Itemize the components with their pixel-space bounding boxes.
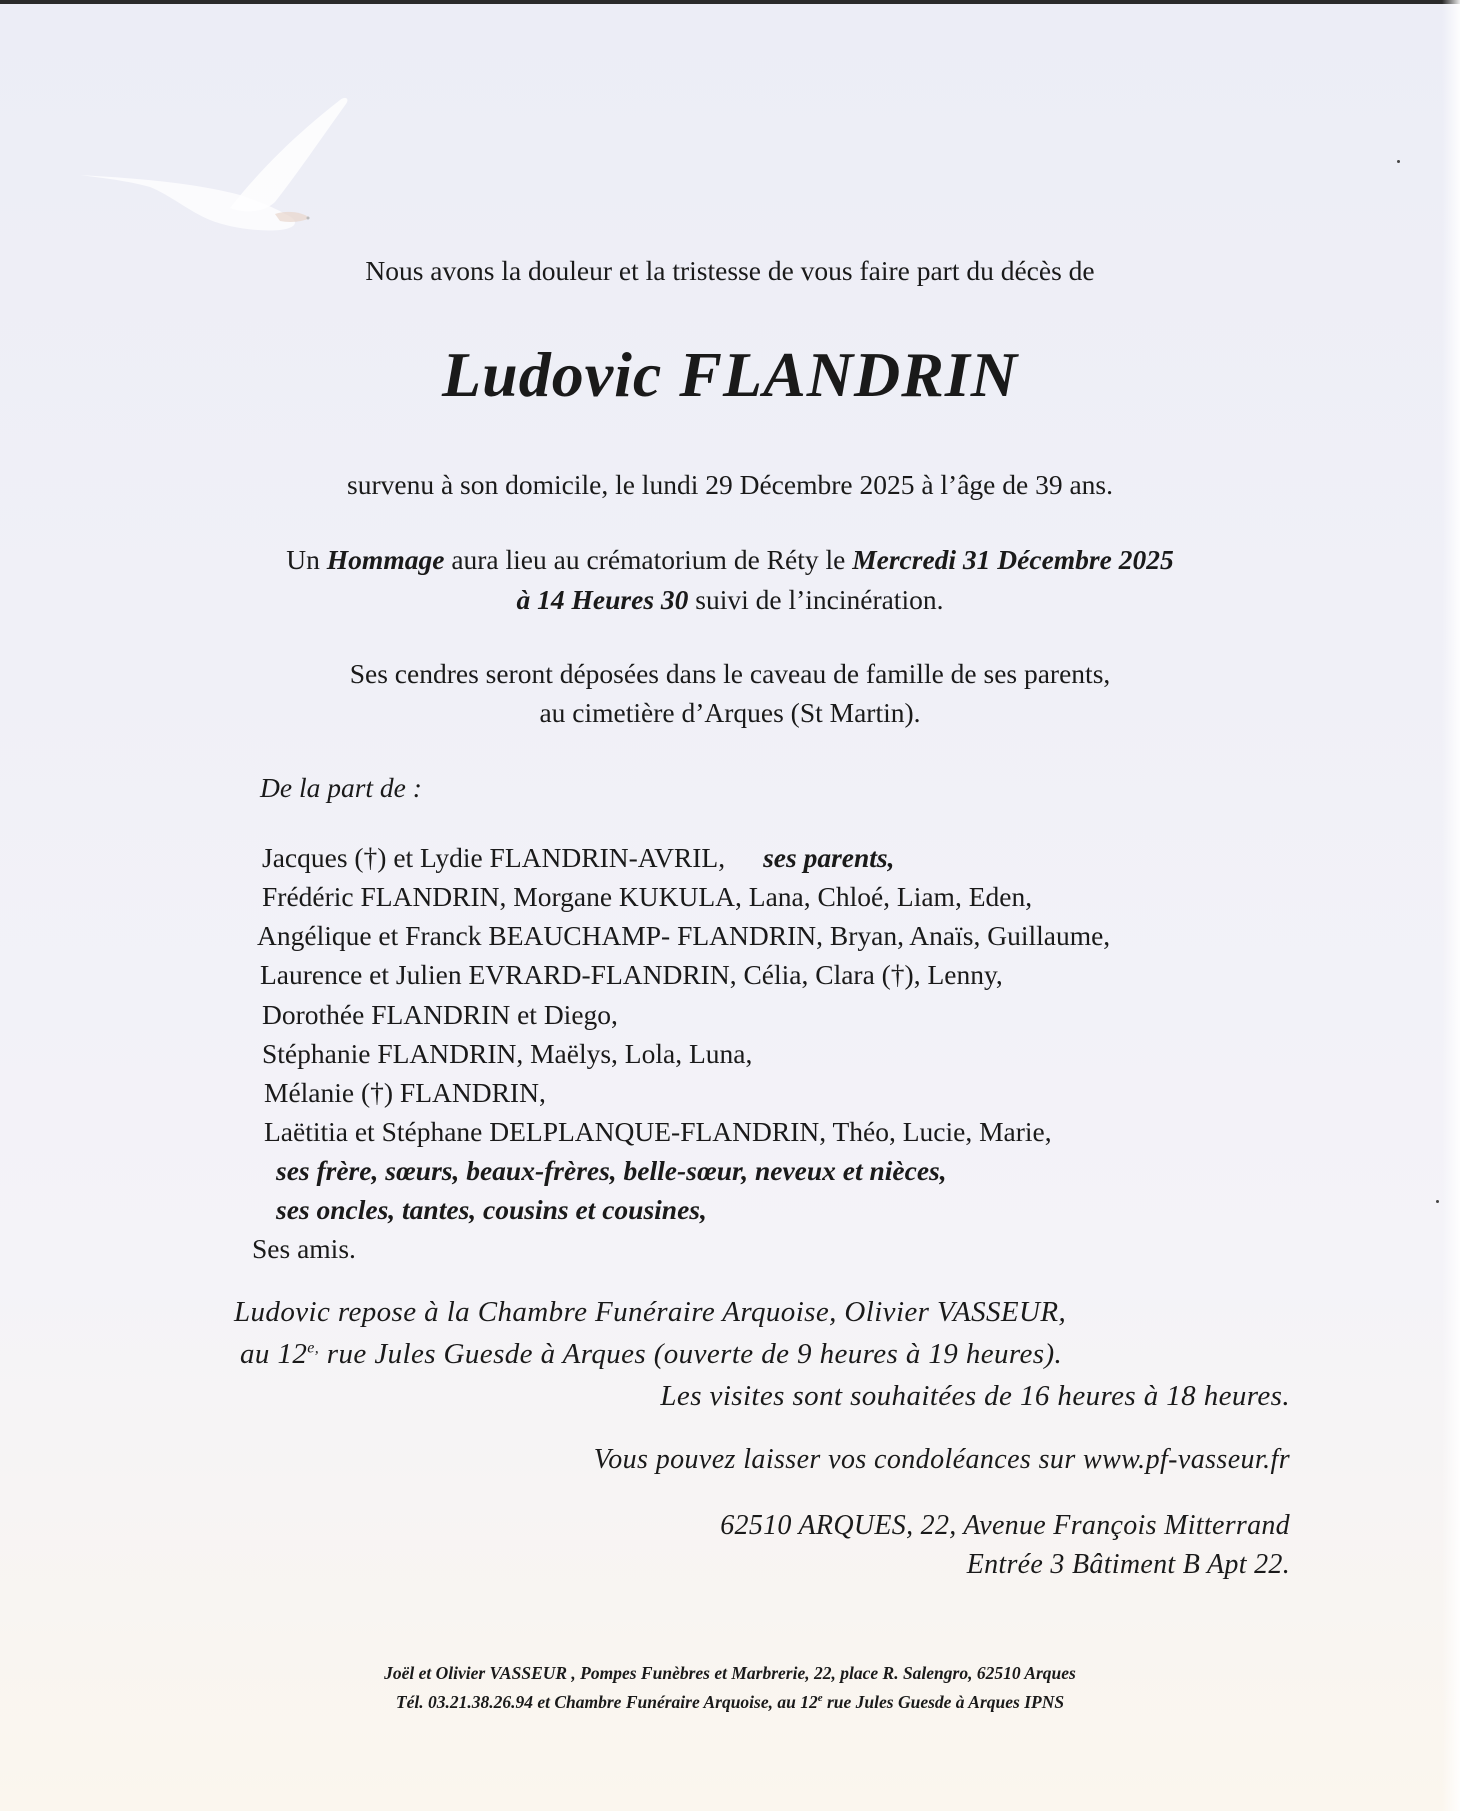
repose-line-3: Les visites sont souhaitées de 16 heures à 18 heures. [660, 1380, 1290, 1412]
death-notice: survenu à son domicile, le lundi 29 Décembre 2025 à l’âge de 39 ans. [347, 469, 1113, 500]
family-line: Laëtitia et Stéphane DELPLANQUE-FLANDRIN, Théo, Lucie, Marie, [264, 1116, 1052, 1147]
hommage-word: Hommage [326, 544, 445, 575]
ceremony-line-2 [0, 585, 1460, 615]
top-scan-border [0, 0, 1460, 4]
footer-line-2 [0, 1692, 1460, 1712]
repose-line-1: Ludovic repose à la Chambre Funéraire Arquoise, Olivier VASSEUR, [234, 1296, 1067, 1328]
footer-contact: Tél. 03.21.38.26.94 et Chambre Funéraire Arquoise, au 12 [395, 1691, 818, 1712]
family-friends: Ses amis. [252, 1233, 356, 1264]
family-relation-siblings: ses frère, sœurs, beaux-frères, belle-sœur, neveux et nièces, [276, 1155, 947, 1186]
ceremony-text: aura lieu au crématorium de Réty le [444, 544, 853, 575]
family-line: Frédéric FLANDRIN, Morgane KUKULA, Lana, Chloé, Liam, Eden, [262, 881, 1033, 912]
seagull-image [70, 90, 410, 250]
family-line: Dorothée FLANDRIN et Diego, [262, 999, 618, 1030]
from-label: De la part de : [260, 772, 422, 803]
deceased-name: Ludovic FLANDRIN [442, 339, 1018, 410]
family-line: Laurence et Julien EVRARD-FLANDRIN, Célia, Clara (†), Lenny, [260, 959, 1003, 990]
address-line-2: Entrée 3 Bâtiment B Apt 22. [966, 1549, 1290, 1580]
family-parents [262, 843, 895, 873]
condolences-text: Vous pouvez laisser vos condoléances sur www.pf-vasseur.fr [593, 1444, 1290, 1475]
intro-text: Nous avons la douleur et la tristesse de vous faire part du décès de [365, 255, 1095, 286]
scan-speck [1436, 1200, 1439, 1203]
ceremony-date: Mercredi 31 Décembre 2025 [852, 544, 1174, 575]
repose-superscript: e, [307, 1339, 320, 1357]
repose-street: rue Jules Guesde à Arques (ouverte de 9 heures à 19 heures). [319, 1338, 1063, 1370]
family-line: Mélanie (†) FLANDRIN, [264, 1077, 546, 1108]
repose-line-2 [240, 1339, 1062, 1371]
repose-number: au 12 [240, 1338, 308, 1370]
ceremony-text: Un [286, 544, 327, 575]
scan-speck [1397, 160, 1400, 163]
footer-superscript: e [817, 1692, 823, 1704]
ceremony-time: à 14 Heures 30 [516, 584, 689, 615]
footer-line-1: Joël et Olivier VASSEUR , Pompes Funèbres et Marbrerie, 22, place R. Salengro, 62510 Arques [384, 1663, 1076, 1683]
family-line: Angélique et Franck BEAUCHAMP- FLANDRIN, Bryan, Anaïs, Guillaume, [257, 920, 1111, 951]
family-line: Stéphanie FLANDRIN, Maëlys, Lola, Luna, [262, 1038, 753, 1069]
parents-names: Jacques (†) et Lydie FLANDRIN-AVRIL, [262, 842, 726, 873]
family-relation-cousins: ses oncles, tantes, cousins et cousines, [276, 1194, 707, 1225]
ceremony-text: suivi de l’incinération. [688, 584, 944, 615]
footer-street: rue Jules Guesde à Arques IPNS [822, 1691, 1065, 1712]
ashes-line-2: au cimetière d’Arques (St Martin). [539, 697, 921, 728]
parents-relation: ses parents, [763, 842, 895, 873]
ashes-line-1: Ses cendres seront déposées dans le caveau de famille de ses parents, [349, 658, 1111, 689]
address-line-1: 62510 ARQUES, 22, Avenue François Mitterrand [720, 1510, 1290, 1541]
ceremony-line-1 [0, 545, 1460, 575]
